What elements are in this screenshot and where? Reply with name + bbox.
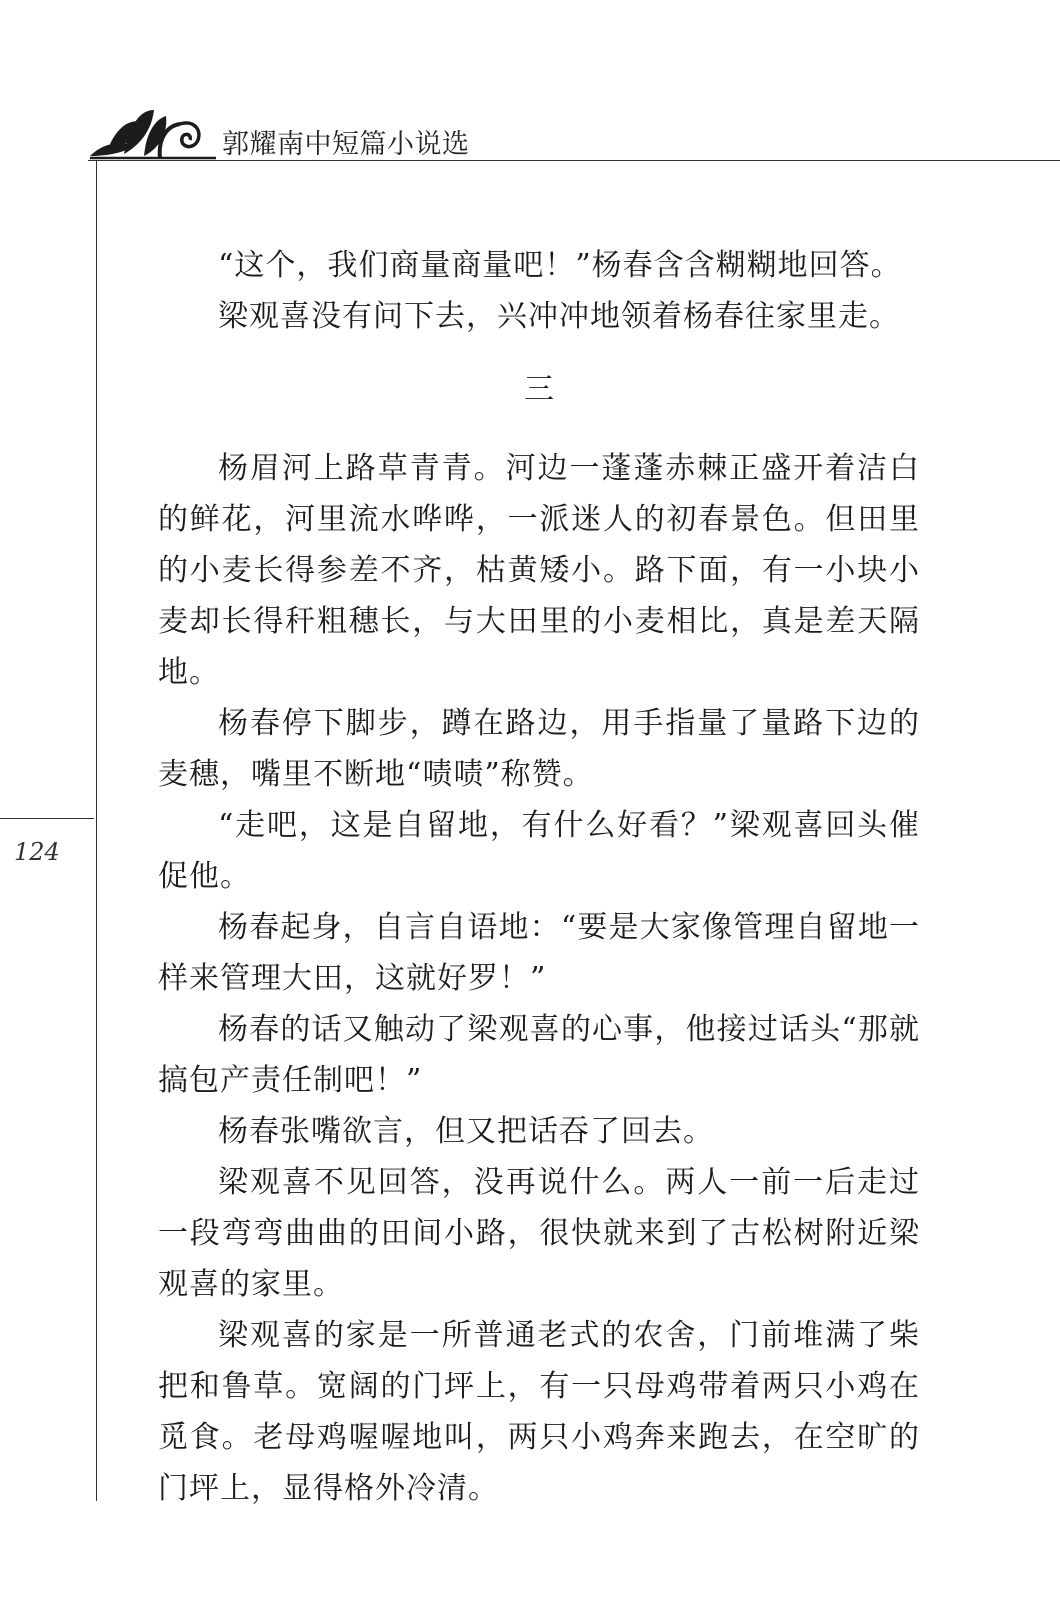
left-margin-rule [96,161,97,1501]
section-heading: 三 [524,372,554,407]
page-number-rule [0,818,94,819]
paragraph: 梁观喜的家是一所普通老式的农舍，门前堆满了柴把和鲁草。宽阔的门坪上，有一只母鸡带着两只小鸡在觅食。老母鸡喔喔地叫，两只小鸡奔来跑去，在空旷的门坪上，显得格外冷清。 [158,1318,920,1506]
paragraph: 杨春起身，自言自语地：“要是大家像管理自留地一样来管理大田，这就好罗！” [158,910,920,996]
paragraph: “这个，我们商量商量吧！”杨春含含糊糊地回答。 [218,248,902,283]
floral-swirl-icon [88,100,218,162]
paragraph: 梁观喜不见回答，没再说什么。两人一前一后走过一段弯弯曲曲的田间小路，很快就来到了古松树附近梁观喜的家里。 [158,1165,920,1302]
paragraph: “走吧，这是自留地，有什么好看？”梁观喜回头催促他。 [158,808,920,894]
header-rule [88,160,1060,161]
paragraph: 梁观喜没有问下去，兴冲冲地领着杨春往家里走。 [218,299,900,334]
paragraph: 杨春停下脚步，蹲在路边，用手指量了量路下边的麦穗，嘴里不断地“啧啧”称赞。 [158,706,920,792]
running-header-title: 郭耀南中短篇小说选 [222,129,470,160]
paragraph: 杨春的话又触动了梁观喜的心事，他接过话头“那就搞包产责任制吧！” [158,1012,920,1098]
page-number: 124 [14,838,60,866]
chapter-body [158,240,920,1514]
paragraph: 杨春张嘴欲言，但又把话吞了回去。 [218,1114,714,1149]
paragraph: 杨眉河上路草青青。河边一蓬蓬赤棘正盛开着洁白的鲜花，河里流水哗哗，一派迷人的初春景色。但田里的小麦长得参差不齐，枯黄矮小。路下面，有一小块小麦却长得秆粗穗长，与大田里的小麦相比，真是差天隔地。 [158,451,920,690]
